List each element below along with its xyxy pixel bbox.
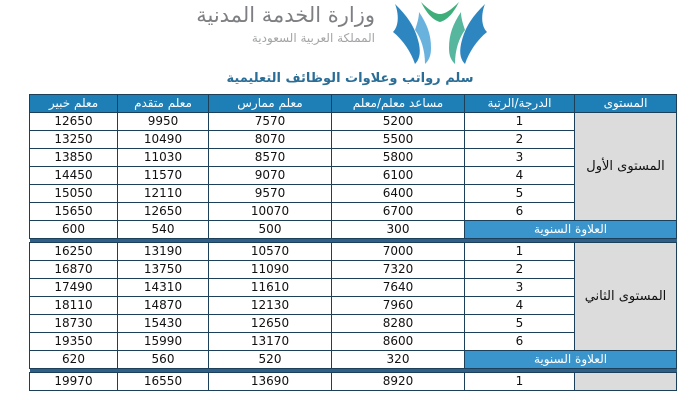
cell-practitioner: 8070 — [209, 131, 332, 149]
annual-advanced: 560 — [118, 351, 209, 369]
header-level: المستوى — [575, 95, 677, 113]
cell-assistant: 6700 — [332, 203, 465, 221]
cell-grade: 2 — [465, 131, 575, 149]
cell-advanced: 12650 — [118, 203, 209, 221]
cell-advanced: 16550 — [118, 373, 209, 391]
cell-advanced: 11570 — [118, 167, 209, 185]
header-expert: معلم خبير — [30, 95, 118, 113]
cell-grade: 3 — [465, 279, 575, 297]
cell-expert: 18110 — [30, 297, 118, 315]
cell-expert: 14450 — [30, 167, 118, 185]
cell-grade: 5 — [465, 185, 575, 203]
cell-grade: 5 — [465, 315, 575, 333]
cell-expert: 13850 — [30, 149, 118, 167]
cell-grade: 4 — [465, 297, 575, 315]
cell-practitioner: 8570 — [209, 149, 332, 167]
cell-assistant: 7320 — [332, 261, 465, 279]
salary-table — [29, 94, 677, 391]
cell-practitioner: 9570 — [209, 185, 332, 203]
ministry-subtitle: المملكة العربية السعودية — [251, 31, 375, 45]
annual-expert: 620 — [30, 351, 118, 369]
cell-assistant: 8600 — [332, 333, 465, 351]
cell-advanced: 14310 — [118, 279, 209, 297]
annual-increment-label: العلاوة السنوية — [465, 351, 677, 369]
cell-advanced: 15430 — [118, 315, 209, 333]
cell-grade: 2 — [465, 261, 575, 279]
cell-practitioner: 7570 — [209, 113, 332, 131]
cell-grade: 1 — [465, 373, 575, 391]
annual-increment-row — [30, 221, 677, 239]
ministry-logo-icon — [385, 0, 495, 66]
page-header — [0, 0, 700, 70]
cell-grade: 1 — [465, 243, 575, 261]
header-advanced: معلم متقدم — [118, 95, 209, 113]
cell-assistant: 5200 — [332, 113, 465, 131]
cell-expert: 12650 — [30, 113, 118, 131]
annual-increment-row — [30, 351, 677, 369]
cell-practitioner: 11090 — [209, 261, 332, 279]
header-assistant: مساعد معلم/معلم — [332, 95, 465, 113]
cell-advanced: 13190 — [118, 243, 209, 261]
cell-assistant: 6100 — [332, 167, 465, 185]
cell-expert: 16250 — [30, 243, 118, 261]
table-row — [30, 113, 677, 131]
cell-assistant: 7640 — [332, 279, 465, 297]
annual-advanced: 540 — [118, 221, 209, 239]
cell-assistant: 5800 — [332, 149, 465, 167]
cell-assistant: 7000 — [332, 243, 465, 261]
cell-advanced: 15990 — [118, 333, 209, 351]
level-name: المستوى الثاني — [575, 243, 677, 351]
table-row — [30, 373, 677, 391]
cell-practitioner: 9070 — [209, 167, 332, 185]
cell-assistant: 8280 — [332, 315, 465, 333]
table-header-row — [30, 95, 677, 113]
cell-practitioner: 12130 — [209, 297, 332, 315]
cell-expert: 16870 — [30, 261, 118, 279]
cell-practitioner: 12650 — [209, 315, 332, 333]
cell-grade: 6 — [465, 203, 575, 221]
cell-grade: 1 — [465, 113, 575, 131]
cell-practitioner: 13170 — [209, 333, 332, 351]
annual-practitioner: 500 — [209, 221, 332, 239]
cell-advanced: 9950 — [118, 113, 209, 131]
cell-grade: 4 — [465, 167, 575, 185]
cell-expert: 17490 — [30, 279, 118, 297]
level-name — [575, 373, 677, 391]
header-grade: الدرجة/الرتبة — [465, 95, 575, 113]
cell-assistant: 7960 — [332, 297, 465, 315]
cell-assistant: 8920 — [332, 373, 465, 391]
annual-assistant: 320 — [332, 351, 465, 369]
cell-practitioner: 10570 — [209, 243, 332, 261]
cell-assistant: 5500 — [332, 131, 465, 149]
cell-expert: 13250 — [30, 131, 118, 149]
cell-advanced: 10490 — [118, 131, 209, 149]
cell-expert: 15650 — [30, 203, 118, 221]
cell-grade: 3 — [465, 149, 575, 167]
cell-advanced: 11030 — [118, 149, 209, 167]
cell-expert: 15050 — [30, 185, 118, 203]
annual-assistant: 300 — [332, 221, 465, 239]
cell-expert: 19970 — [30, 373, 118, 391]
ministry-name: وزارة الخدمة المدنية — [196, 3, 375, 27]
cell-practitioner: 13690 — [209, 373, 332, 391]
cell-expert: 19350 — [30, 333, 118, 351]
cell-practitioner: 10070 — [209, 203, 332, 221]
level-name: المستوى الأول — [575, 113, 677, 221]
annual-practitioner: 520 — [209, 351, 332, 369]
cell-practitioner: 11610 — [209, 279, 332, 297]
table-title: سلم رواتب وعلاوات الوظائف التعليمية — [226, 71, 474, 86]
annual-increment-label: العلاوة السنوية — [465, 221, 677, 239]
cell-assistant: 6400 — [332, 185, 465, 203]
cell-advanced: 14870 — [118, 297, 209, 315]
table-row — [30, 243, 677, 261]
cell-expert: 18730 — [30, 315, 118, 333]
annual-expert: 600 — [30, 221, 118, 239]
cell-grade: 6 — [465, 333, 575, 351]
cell-advanced: 12110 — [118, 185, 209, 203]
cell-advanced: 13750 — [118, 261, 209, 279]
header-practitioner: معلم ممارس — [209, 95, 332, 113]
